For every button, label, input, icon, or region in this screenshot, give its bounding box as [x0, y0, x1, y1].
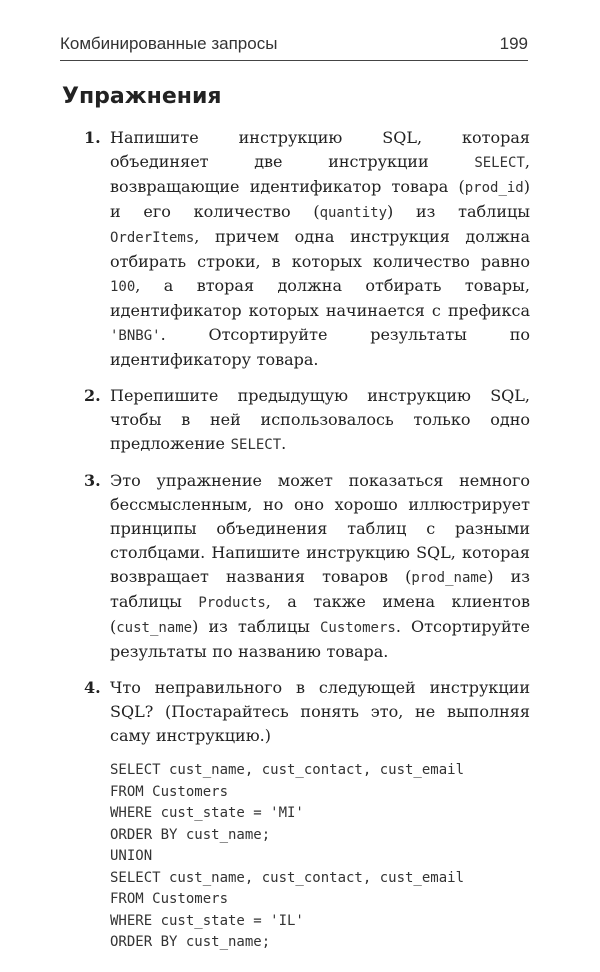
exercise-item	[84, 126, 530, 372]
exercise-text	[110, 676, 530, 748]
inline-code: quantity	[319, 205, 388, 221]
code-line: FROM Customers	[110, 783, 229, 800]
code-line: ORDER BY cust_name;	[110, 826, 271, 843]
inline-code: prod_id	[464, 180, 524, 196]
text-segment: , а также имена клиентов (	[110, 592, 530, 636]
running-header	[60, 34, 528, 54]
inline-code: 100	[110, 279, 136, 295]
exercise-number: 2.	[84, 386, 101, 405]
inline-code: 'BNBG'	[110, 328, 161, 344]
text-segment: Перепишите предыдущую инструкцию SQL, чтобы в ней использовалось только одно предложение	[110, 386, 530, 453]
code-line: WHERE cust_state = 'IL'	[110, 912, 304, 929]
exercise-item	[84, 469, 530, 664]
text-segment: Что неправильного в следующей инструкции SQL? (Постарайтесь понять это, не выполняя саму инструкцию.)	[110, 678, 530, 745]
exercise-number: 1.	[84, 128, 101, 147]
exercise-number: 4.	[84, 678, 101, 697]
text-segment: ) из таблицы	[110, 567, 531, 611]
code-line: SELECT cust_name, cust_contact, cust_email	[110, 869, 465, 886]
code-line: UNION	[110, 848, 153, 864]
inline-code: prod_name	[411, 570, 488, 586]
inline-code: cust_name	[116, 620, 193, 636]
text-segment: , причем одна инструкция должна отбирать строки, в которых количество равно	[110, 227, 530, 271]
inline-code: OrderItems	[110, 230, 195, 246]
exercise-number: 3.	[84, 471, 101, 490]
code-line: WHERE cust_state = 'MI'	[110, 805, 304, 821]
text-segment: Это упражнение может показаться немного бессмысленным, но оно хорошо иллюстрирует принципы объединения таблиц с разными столбцами. Напишите инструкцию SQL, которая возвращает названия товаров (	[110, 471, 530, 586]
text-segment: ) из таблицы	[192, 617, 320, 636]
inline-code: Customers	[319, 620, 396, 636]
page-number: 199	[499, 34, 528, 53]
text-segment: . Отсортируйте результаты по названию товара.	[110, 617, 530, 661]
exercise-text	[110, 384, 530, 457]
code-block	[110, 760, 530, 954]
exercise-list	[84, 126, 530, 966]
exercise-text	[110, 126, 530, 372]
inline-code: SELECT	[230, 437, 282, 453]
text-segment: Напишите инструкцию SQL, которая объединяет две инструкции	[110, 128, 530, 171]
chapter-title: Комбинированные запросы	[60, 34, 278, 53]
exercise-item	[84, 676, 530, 954]
exercise-text	[110, 469, 530, 664]
code-line: SELECT cust_name, cust_contact, cust_email	[110, 762, 465, 778]
text-segment: .	[281, 434, 287, 453]
inline-code: SELECT	[474, 155, 525, 171]
text-segment: , возвращающие идентификатор товара (	[110, 152, 530, 196]
code-line: ORDER BY cust_name;	[110, 934, 271, 950]
exercise-item	[84, 384, 530, 457]
header-divider	[60, 60, 528, 61]
inline-code: Products	[198, 595, 266, 611]
text-segment: ) и его количество (	[110, 177, 530, 221]
text-segment: . Отсортируйте результаты по идентификатору товара.	[110, 325, 530, 369]
text-segment: , а вторая должна отбирать товары, идентификатор которых начинается с префикса	[110, 276, 530, 320]
section-title: Упражнения	[62, 84, 222, 109]
code-line: FROM Customers	[110, 891, 229, 907]
text-segment: ) из таблицы	[387, 202, 531, 221]
